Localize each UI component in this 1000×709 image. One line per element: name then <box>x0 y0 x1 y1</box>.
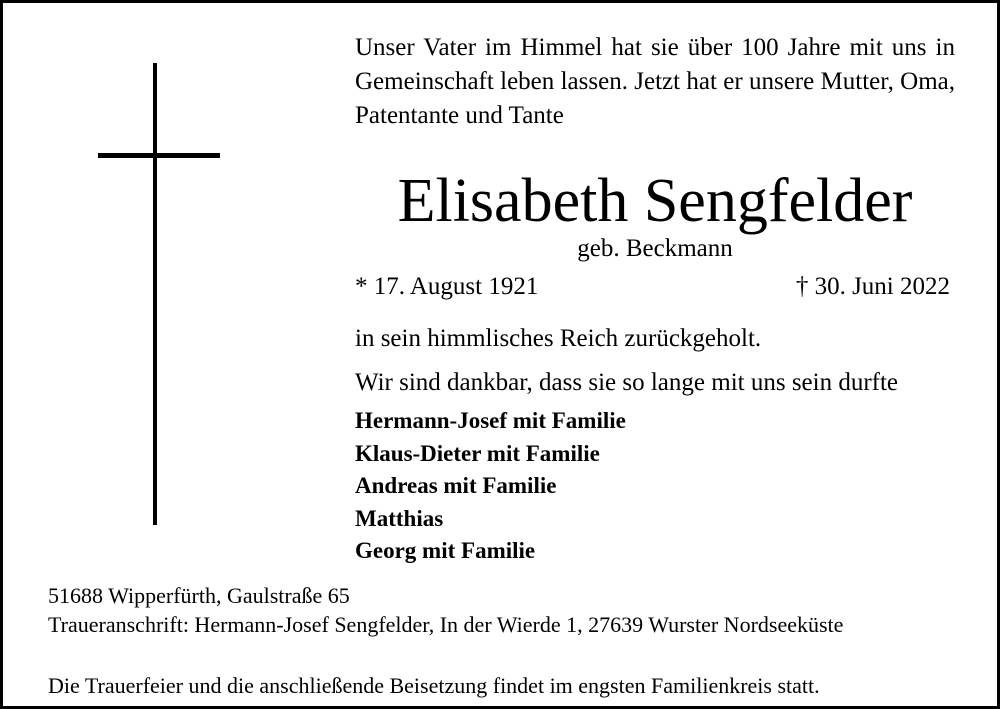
mourner-item: Andreas mit Familie <box>355 473 557 498</box>
ceremony-note: Die Trauerfeier und die anschließende Beisetzung findet im engsten Familienkreis statt. <box>48 673 820 698</box>
cross-vertical-bar <box>153 63 157 525</box>
birth-date: * 17. August 1921 <box>355 273 539 300</box>
mourner-item: Matthias <box>355 505 444 531</box>
mourners-list <box>355 405 626 568</box>
text-line-2: Wir sind dankbar, dass sie so lange mit uns sein durfte <box>355 369 899 396</box>
maiden-name: geb. Beckmann <box>577 235 733 262</box>
mourner-item: Hermann-Josef mit Familie <box>355 408 626 433</box>
death-date: † 30. Juni 2022 <box>795 273 950 300</box>
intro-text: Unser Vater im Himmel hat sie über 100 Jahre mit uns in Gemeinschaft leben lassen. Jetzt hat er unsere Mutter, Oma, Patentante und Tante <box>355 34 955 129</box>
deceased-name: Elisabeth Sengfelder <box>397 167 913 235</box>
mourner-item: Klaus-Dieter mit Familie <box>355 440 600 466</box>
home-address: 51688 Wipperfürth, Gaulstraße 65 <box>48 583 350 608</box>
cross-horizontal-bar <box>98 153 220 158</box>
text-line-1: in sein himmlisches Reich zurückgeholt. <box>355 325 762 352</box>
mourning-address: Traueranschrift: Hermann-Josef Sengfelder, In der Wierde 1, 27639 Wurster Nordseeküste <box>48 612 844 637</box>
mourner-item: Georg mit Familie <box>355 538 536 563</box>
